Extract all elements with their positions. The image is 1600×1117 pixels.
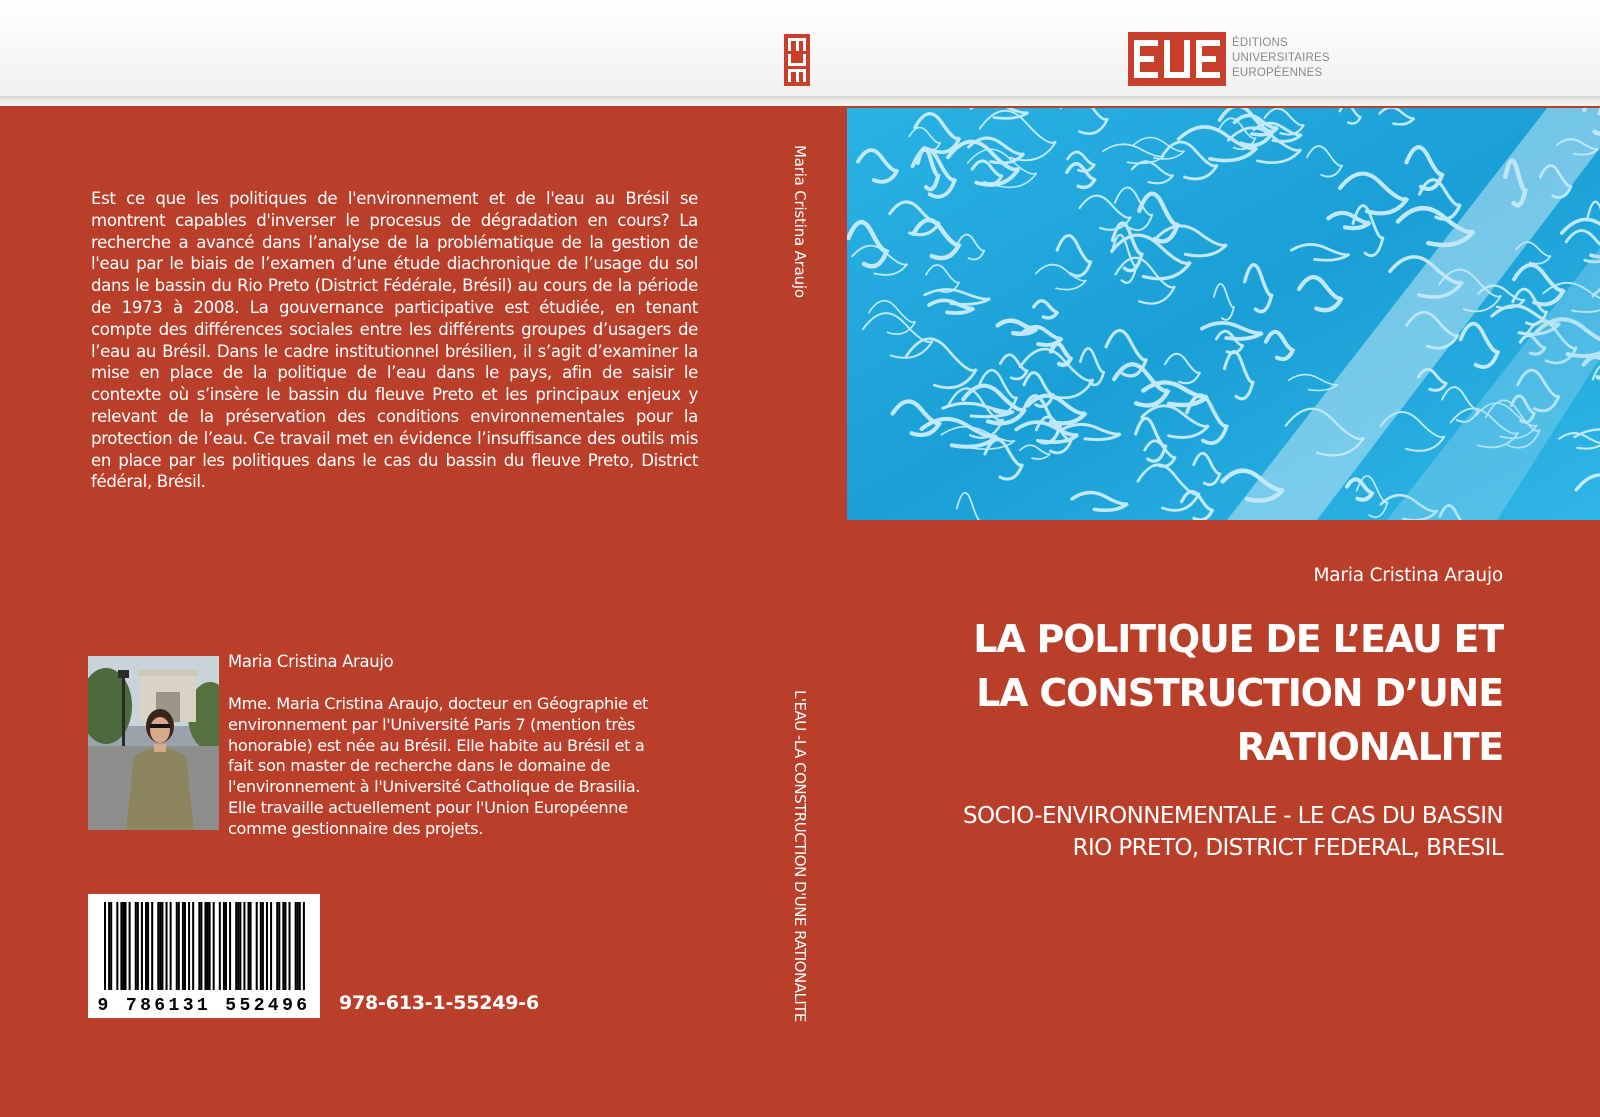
barcode-bar [184,902,186,990]
barcode-bar [192,902,194,990]
barcode-bar [161,902,163,990]
barcode-bar [284,902,286,990]
barcode-bar [129,902,131,990]
barcode-bar [147,902,149,990]
barcode-bar [182,902,184,990]
barcode-bar [225,902,227,990]
barcode-bar [204,902,206,990]
barcode-bar [110,902,112,990]
barcode-bar [229,902,231,990]
barcode-bar [151,902,153,990]
title-line: RATIONALITE [1236,725,1503,769]
barcode-bar [159,902,161,990]
barcode-bar [243,902,245,990]
barcode-bar [166,902,168,990]
front-author: Maria Cristina Araujo [1313,565,1503,586]
barcode-bar [209,902,211,990]
author-bio: Mme. Maria Cristina Araujo, docteur en Géographie et environnement par l'Université Paris 7 (mention très honorable) est née au Brésil. Elle habite au Brésil et a fait son master de recherche dans le domaine de l'environnement à l'Université Catholique de Brasilia. Elle travaille actuellement pour l'Union Européenne comme gestionnaire des projets. [228,694,649,838]
barcode-bar [137,902,139,990]
subtitle-line: SOCIO-ENVIRONNEMENTALE - LE CAS DU BASSIN [962,803,1503,829]
publisher-logo [1128,32,1226,86]
spine-title: L'EAU -LA CONSTRUCTION D'UNE RATIONALITE [791,690,809,1022]
barcode-bar [260,902,262,990]
barcode-bar [135,902,137,990]
spine-author: Maria Cristina Araujo [791,145,809,298]
barcode-bar [270,902,272,990]
barcode-bar [145,902,147,990]
title-line: LA POLITIQUE DE L’EAU ET [973,617,1503,661]
barcode-bar [176,902,178,990]
barcode-bar [188,902,190,990]
publisher-name [1232,36,1330,81]
barcode-bar [213,902,215,990]
barcode-bar [289,902,291,990]
barcode-bar [120,902,122,990]
spine-publisher-logo [784,34,810,86]
barcode-bar [266,902,268,990]
barcode-bar [125,902,127,990]
back-cover-blurb: Est ce que les politiques de l'environnement et de l'eau au Brésil se montrent capables d'inverser le procesus de dégradation en cours? La recherche a avancé dans l’analyse de la problématique de la gestion de l'eau par le biais de l’examen d’une étude diachronique de l’usage du sol dans le bassin du Rio Preto (District Fédérale, Brésil) au cours de la période de 1973 à 2008. La gouvernance participative est étudiée, en tenant compte des différences sociales entre les différents groupes d’usagers de l’eau au Brésil. Dans le cadre institutionnel brésilien, il s’agit d’examiner la mise en place de la politique de l’eau dans le pays, afin de saisir le contexte où s’insère le bassin du fleuve Preto et les principaux enjeux y relevant de la préservation des conditions environnementales pour la protection de l’eau. Ce travail met en évidence l’insuffisance des outils mis en place par les politiques dans le cas du bassin du fleuve Preto, District fédéral, Brésil. [91,189,698,492]
book-title [783,612,1503,774]
barcode-bar [219,902,221,990]
barcode-bar [278,902,280,990]
title-line: LA CONSTRUCTION D’UNE [976,671,1503,715]
barcode-bar [157,902,159,990]
barcode-bar [303,902,305,990]
subtitle-line: RIO PRETO, DISTRICT FEDERAL, BRESIL [1072,835,1503,861]
barcode-bar [297,902,299,990]
barcode-bar [256,902,258,990]
cover-image-water [847,108,1600,520]
barcode-bar [282,902,284,990]
barcode-bar [295,902,297,990]
barcode-bar [276,902,278,990]
barcode-bar [116,902,118,990]
header-rule [0,96,1600,106]
publisher-name-line: EUROPÉENNES [1232,67,1323,79]
author-photo [88,656,219,830]
barcode-bar [239,902,241,990]
barcode-bar [235,902,237,990]
barcode-bar [262,902,264,990]
barcode-bar [237,902,239,990]
isbn: 978-613-1-55249-6 [339,992,540,1014]
barcode-bar [108,902,110,990]
barcode-bar [170,902,172,990]
publisher-name-line: UNIVERSITAIRES [1232,52,1330,64]
barcode-digits: 9 786131 552496 [97,996,311,1016]
barcode-bar [122,902,124,990]
barcode-bar [299,902,301,990]
author-name: Maria Cristina Araujo [228,652,394,671]
barcode-bar [141,902,143,990]
book-subtitle [783,800,1503,864]
barcode-bar [200,902,202,990]
barcode-bar [248,902,250,990]
barcode-bar [250,902,252,990]
barcode-bar [104,902,106,990]
barcode-bar [207,902,209,990]
publisher-name-line: ÉDITIONS [1232,37,1288,49]
barcode-bar [178,902,180,990]
barcode-bar [223,902,225,990]
barcode [88,894,320,1018]
barcode-bar [198,902,200,990]
